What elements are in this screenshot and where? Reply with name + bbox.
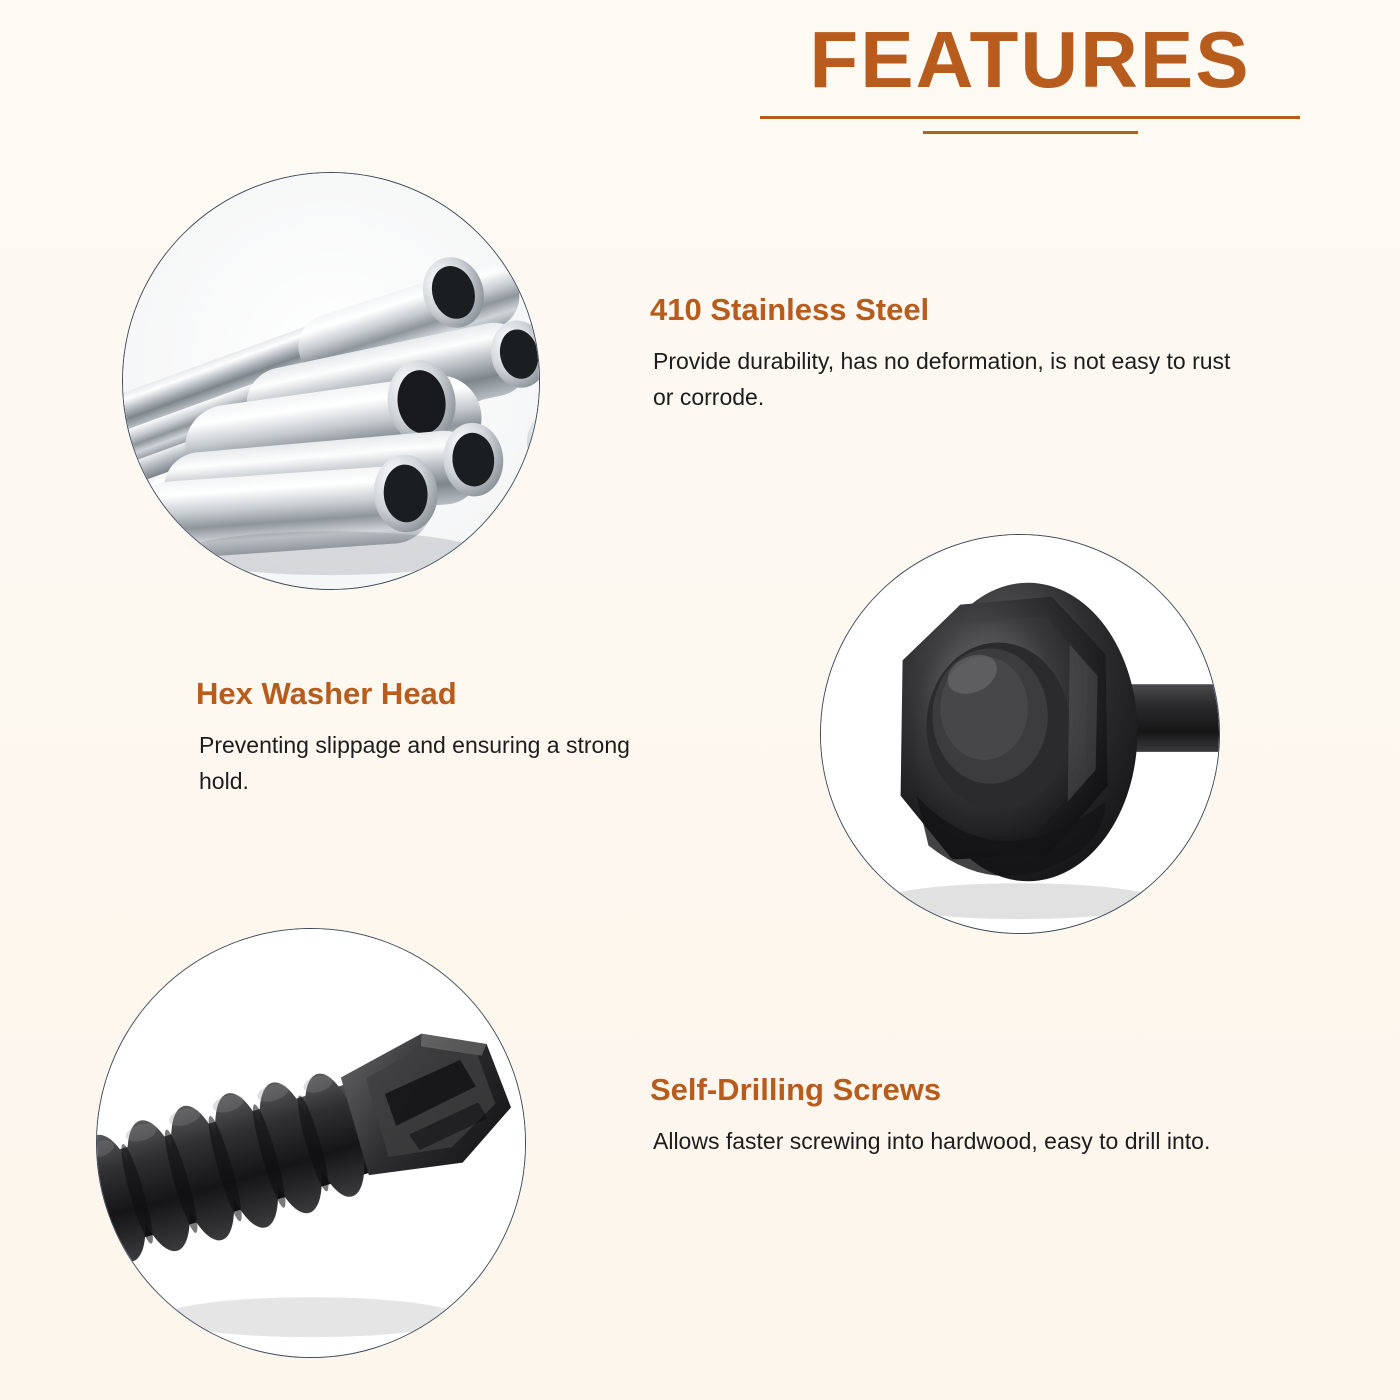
feature-description: Preventing slippage and ensuring a strong hold. (199, 732, 630, 794)
feature-title: 410 Stainless Steel (650, 292, 930, 327)
feature-description: Provide durability, has no deformation, is not easy to rust or corrode. (653, 348, 1231, 410)
feature-stainless (650, 292, 1250, 415)
header-divider-long (760, 116, 1300, 119)
feature-hexhead (196, 676, 666, 799)
header (760, 15, 1300, 134)
feature-title: Hex Washer Head (196, 676, 457, 711)
feature-title: Self-Drilling Screws (650, 1072, 942, 1107)
screw-thread-tip-photo (96, 928, 526, 1358)
page-title: FEATURES (809, 15, 1251, 104)
hex-washer-head-photo (820, 534, 1220, 934)
steel-tubes-photo (122, 172, 540, 590)
feature-selfdrilling (650, 1072, 1250, 1160)
header-divider-short (923, 131, 1138, 134)
feature-description: Allows faster screwing into hardwood, easy to drill into. (653, 1128, 1211, 1154)
